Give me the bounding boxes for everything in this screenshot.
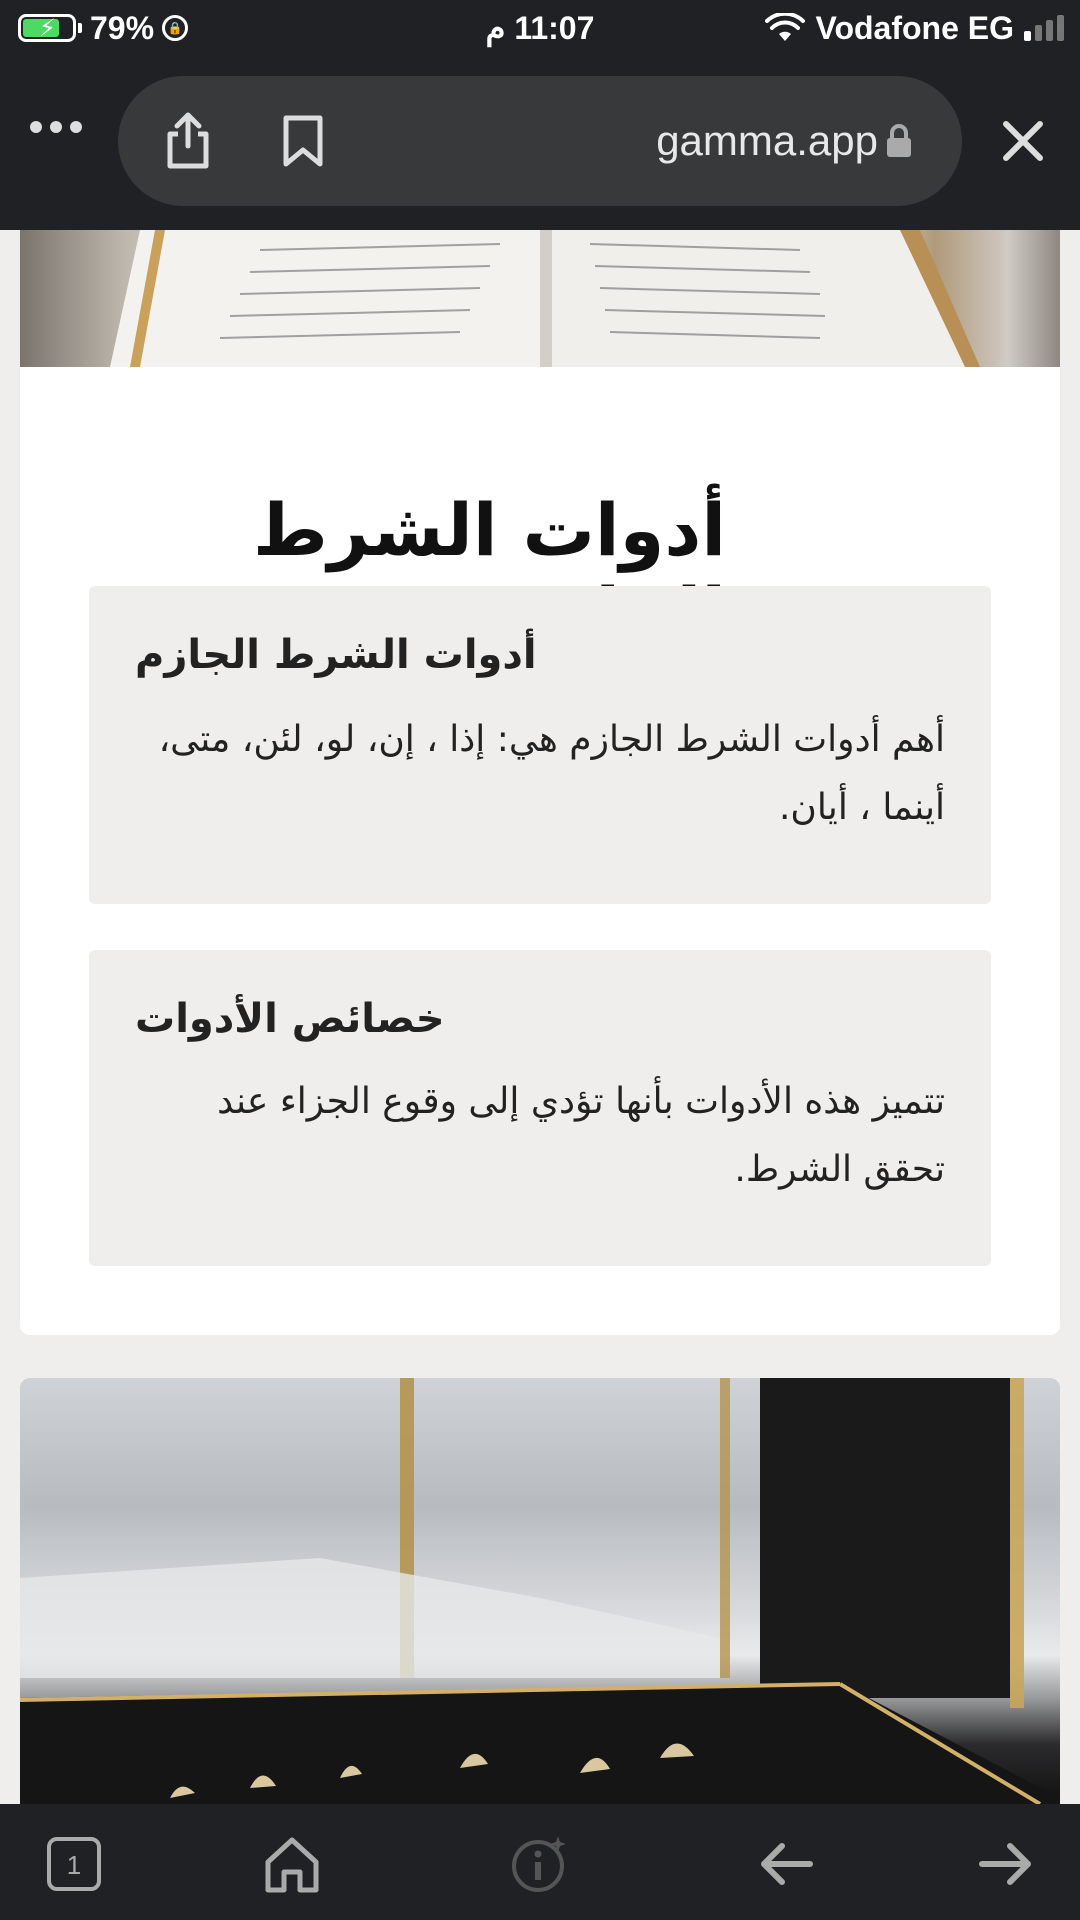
browser-toolbar: [0, 56, 1080, 230]
url-text[interactable]: gamma.app: [656, 117, 878, 164]
status-right: [765, 8, 1064, 48]
tab-count: 1: [66, 1850, 82, 1880]
bookmark-icon[interactable]: [278, 114, 328, 168]
info-box: [89, 586, 991, 904]
share-icon[interactable]: [158, 110, 218, 170]
home-icon[interactable]: [262, 1834, 322, 1894]
lock-icon: [884, 123, 914, 159]
signal-icon: [1024, 15, 1064, 41]
info-box: [89, 950, 991, 1266]
more-icon[interactable]: [30, 116, 84, 138]
wifi-icon: [765, 13, 805, 43]
tabs-icon[interactable]: [44, 1834, 104, 1894]
box-heading: أدوات الشرط الجازم: [135, 632, 537, 678]
bottom-toolbar: [0, 1804, 1080, 1920]
box-body: أهم أدوات الشرط الجازم هي: إذا ، إن، لو، لئن، متى، أينما ، أيان.: [158, 719, 945, 828]
forward-icon[interactable]: [976, 1834, 1036, 1894]
clock: 11:07 م: [485, 10, 595, 46]
box-heading: خصائص الأدوات: [135, 996, 445, 1042]
status-bar: [0, 0, 1080, 56]
page-title: أدوات الشرط: [252, 488, 726, 573]
address-bar[interactable]: [118, 76, 962, 206]
back-icon[interactable]: [756, 1834, 816, 1894]
book-image: [20, 230, 1060, 367]
battery-icon: ⚡: [18, 14, 76, 42]
plaque-image: [20, 1378, 1060, 1804]
box-body: تتميز هذه الأدوات بأنها تؤدي إلى وقوع الجزاء عند تحقق الشرط.: [217, 1081, 945, 1190]
battery-percent: 79%: [90, 9, 155, 46]
orientation-lock-icon: 🔒: [162, 15, 188, 41]
carrier-name: Vodafone EG: [815, 9, 1014, 46]
info-icon[interactable]: [510, 1834, 570, 1894]
close-icon[interactable]: [1000, 118, 1046, 164]
